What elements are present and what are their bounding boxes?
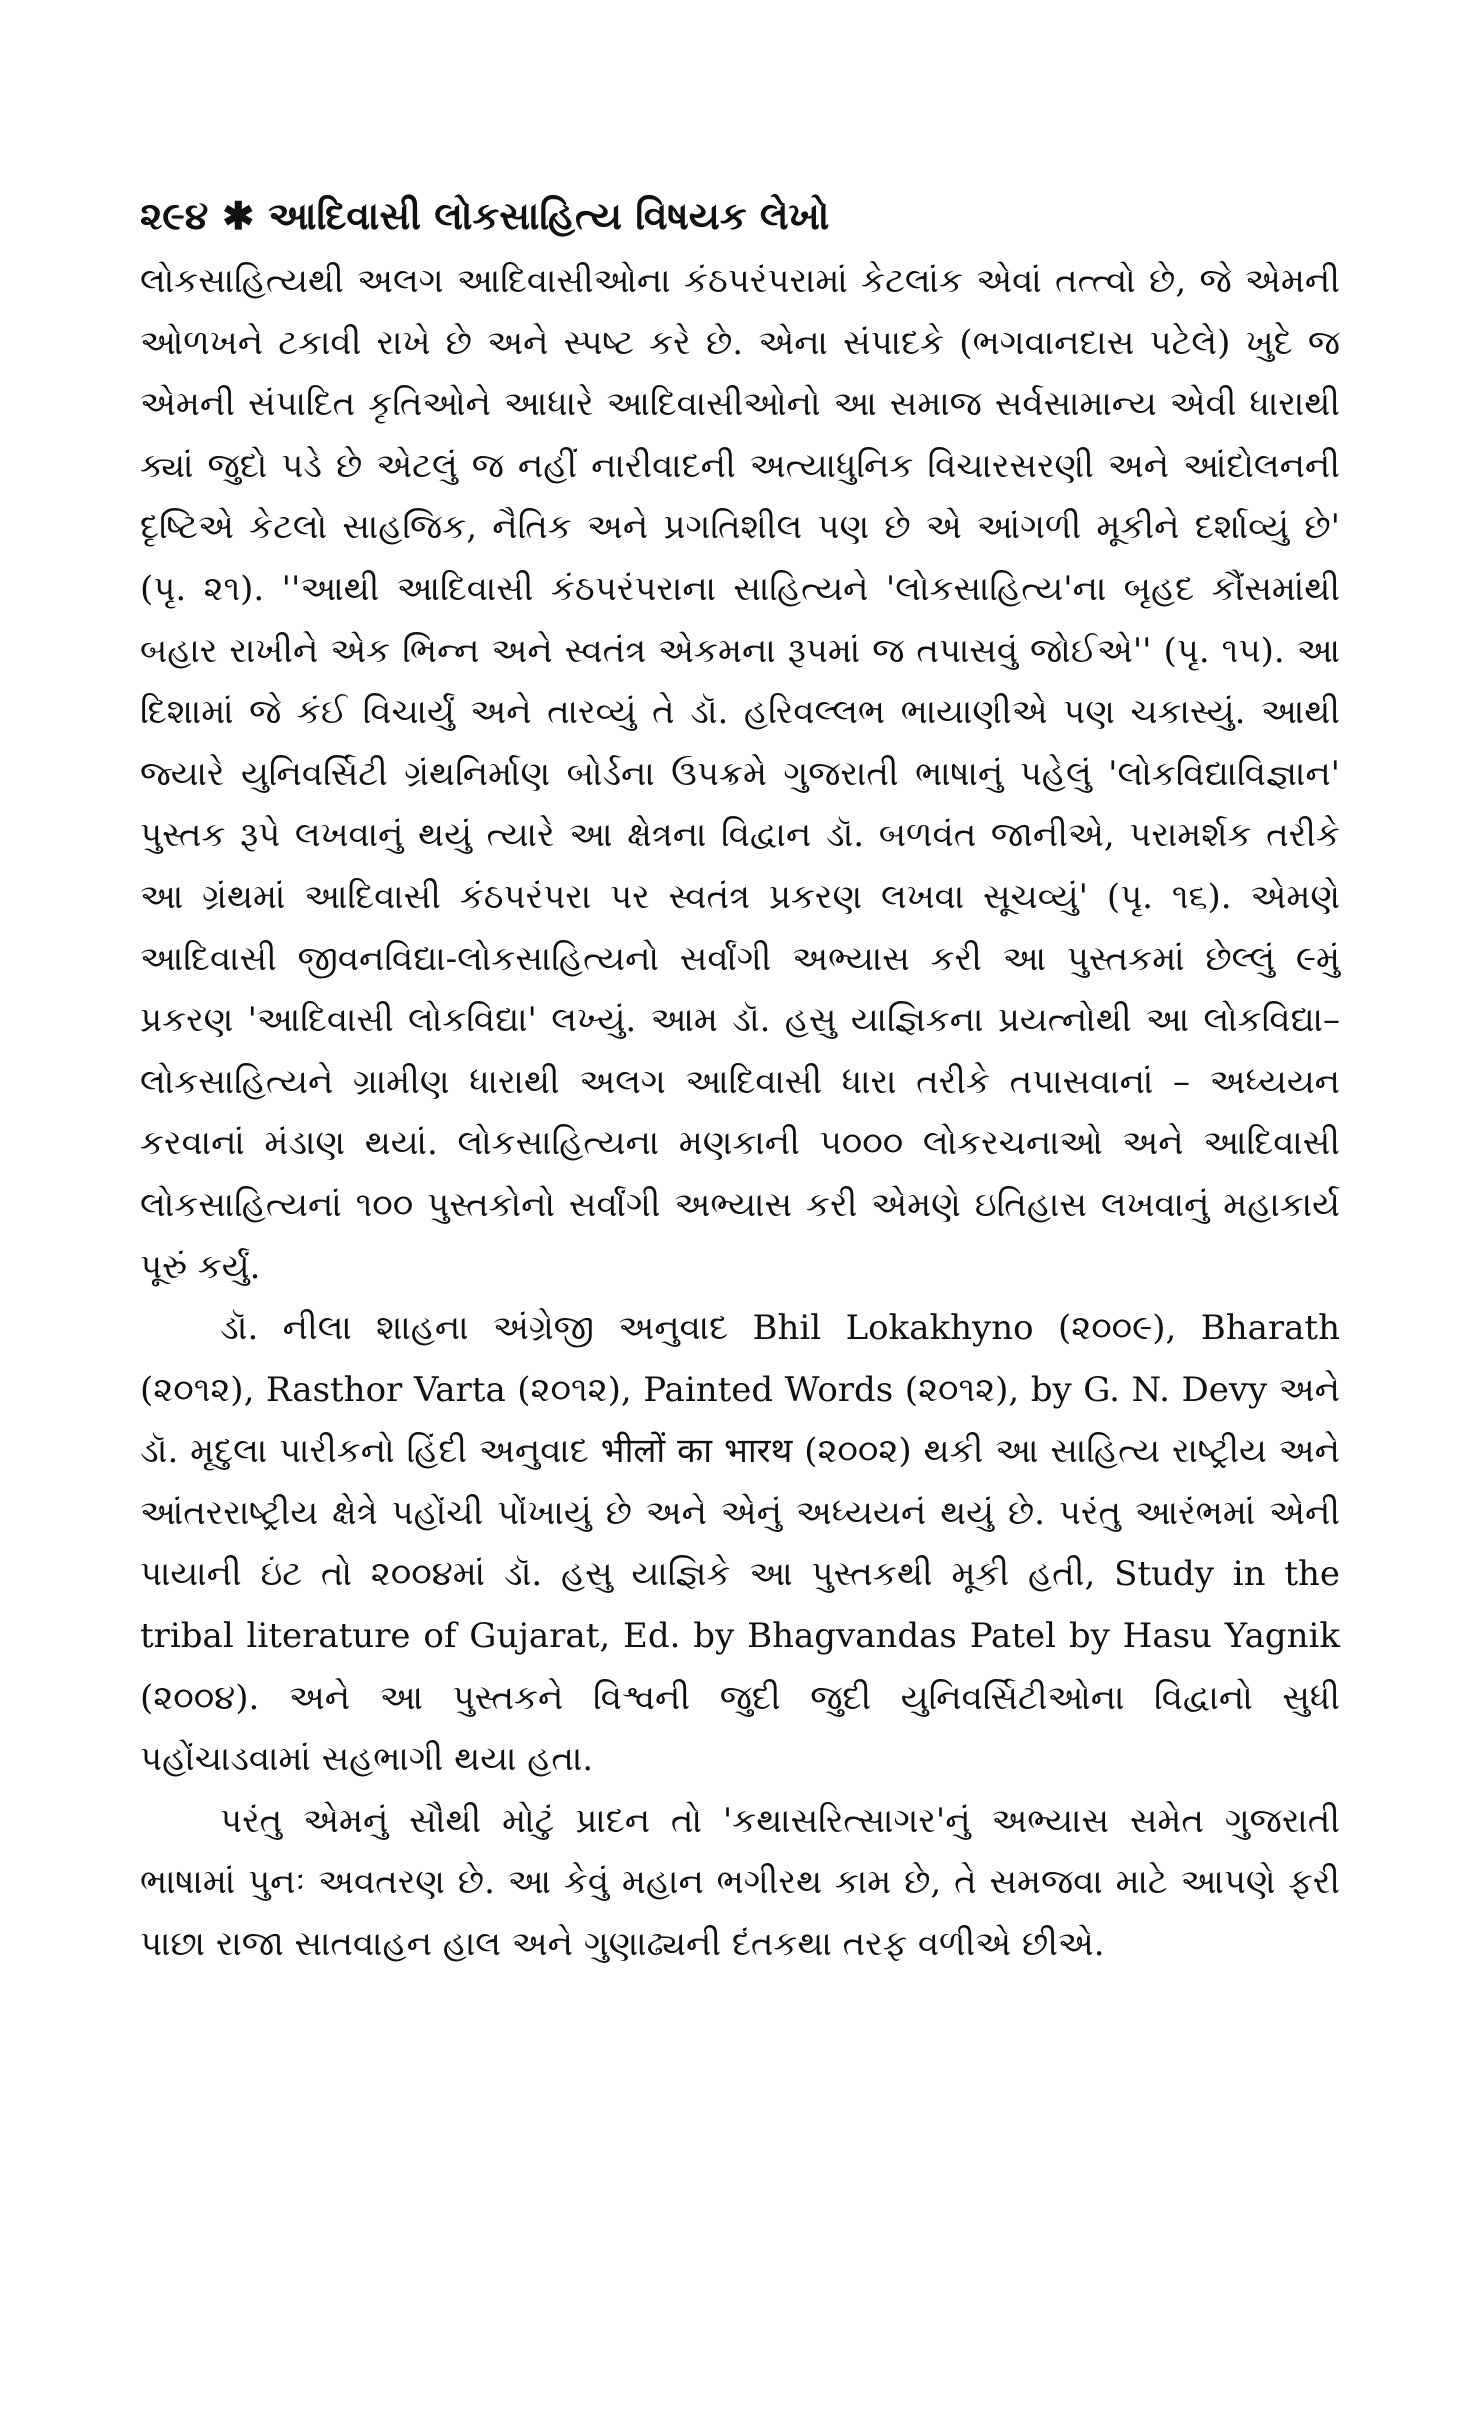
paragraph-2: ડૉ. નીલા શાહના અંગ્રેજી અનુવાદ Bhil Lokakhyno (૨૦૦૯), Bharath (૨૦૧૨), Rasthor Varta (૨૦૧૨), Painted Words (૨૦૧૨), by G. N. Devy અને ડૉ. મૃદુલા પારીકનો હિંદી અનુવાદ भीलों का भारथ (૨૦૦૨) થકી આ સાહિત્ય રાષ્ટ્રીય અને આંતરરાષ્ટ્રીય ક્ષેત્રે પહોંચી પોંખાયું છે અને એનું અધ્યયનં થયું છે. પરંતુ આરંભમાં એની પાયાની ઇંટ તો ૨૦૦૪માં ડૉ. હસુ યાજ્ઞિકે આ પુસ્તકથી મૂકી હતી, Study in the tribal literature of Gujarat, Ed. by Bhagvandas Patel by Hasu Yagnik (૨૦૦૪). અને આ પુસ્તકને વિશ્વની જુદી જુદી યુનિવર્સિટીઓના વિદ્વાનો સુધી પહોંચાડવામાં સહભાગી થયા હતા.	[140, 1308, 1340, 1780]
page-number: ૨૯૪	[140, 193, 209, 238]
running-head-title: આદિવાસી લોકસાહિત્ય વિષયક લેખો	[268, 193, 830, 238]
running-head	[140, 185, 1340, 247]
book-page	[140, 185, 1340, 1976]
paragraph-3: પરંતુ એમનું સૌથી મોટું પ્રાદન તો 'કથાસરિત્સાગર'નું અભ્યાસ સમેત ગુજરાતી ભાષામાં પુનઃ અવતરણ છે. આ કેવું મહાન ભગીરથ કામ છે, તે સમજવા માટે આપણે ફરી પાછા રાજા સાતવાહન હાલ અને ગુણાઢ્યની દંતકથા તરફ વળીએ છીએ.	[140, 1800, 1340, 1965]
paragraph-1: લોકસાહિત્યથી અલગ આદિવાસીઓના કંઠપરંપરામાં કેટલાંક એવાં તત્ત્વો છે, જે એમની ઓળખને ટકાવી રાખે છે અને સ્પષ્ટ કરે છે. એના સંપાદકે (ભગવાનદાસ પટેલે) ખુદે જ એમની સંપાદિત કૃતિઓને આધારે આદિવાસીઓનો આ સમાજ સર્વસામાન્ય એવી ધારાથી ક્યાં જુદો પડે છે એટલું જ નહીં નારીવાદની અત્યાધુનિક વિચારસરણી અને આંદોલનની દૃષ્ટિએ કેટલો સાહજિક, નૈતિક અને પ્રગતિશીલ પણ છે એ આંગળી મૂકીને દર્શાવ્યું છે' (પૃ. ૨૧). ''આથી આદિવાસી કંઠપરંપરાના સાહિત્યને 'લોકસાહિત્ય'ના બૃહદ કૌંસમાંથી બહાર રાખીને એક ભિન્ન અને સ્વતંત્ર એકમના રૂપમાં જ તપાસવું જોઈએ'' (પૃ. ૧૫). આ દિશામાં જે કંઈ વિચાર્યું અને તારવ્યું તે ડૉ. હરિવલ્લભ ભાયાણીએ પણ ચકાસ્યું. આથી જ્યારે યુનિવર્સિટી ગ્રંથનિર્માણ બોર્ડના ઉપક્રમે ગુજરાતી ભાષાનું પહેલું 'લોકવિદ્યાવિજ્ઞાન' પુસ્તક રૂપે લખવાનું થયું ત્યારે આ ક્ષેત્રના વિદ્વાન ડૉ. બળવંત જાનીએ, પરામર્શક તરીકે આ ગ્રંથમાં આદિવાસી કંઠપરંપરા પર સ્વતંત્ર પ્રકરણ લખવા સૂચવ્યું' (પૃ. ૧૬). એમણે આદિવાસી જીવનવિદ્યા-લોકસાહિત્યનો સર્વાંગી અભ્યાસ કરી આ પુસ્તકમાં છેલ્લું ૯મું પ્રકરણ 'આદિવાસી લોકવિદ્યા' લખ્યું. આમ ડૉ. હસુ યાજ્ઞિકના પ્રયત્નોથી આ લોકવિદ્યા–લોકસાહિત્યને ગ્રામીણ ધારાથી અલગ આદિવાસી ધારા તરીકે તપાસવાનાં – અધ્યયન કરવાનાં મંડાણ થયાં. લોકસાહિત્યના મણકાની ૫૦૦૦ લોકરચનાઓ અને આદિવાસી લોકસાહિત્યનાં ૧૦૦ પુસ્તકોનો સર્વાંગી અભ્યાસ કરી એમણે ઇતિહાસ લખવાનું મહાકાર્ય પૂરું કર્યું.	[140, 261, 1340, 1287]
asterisk-separator-icon: ✱	[222, 193, 255, 238]
